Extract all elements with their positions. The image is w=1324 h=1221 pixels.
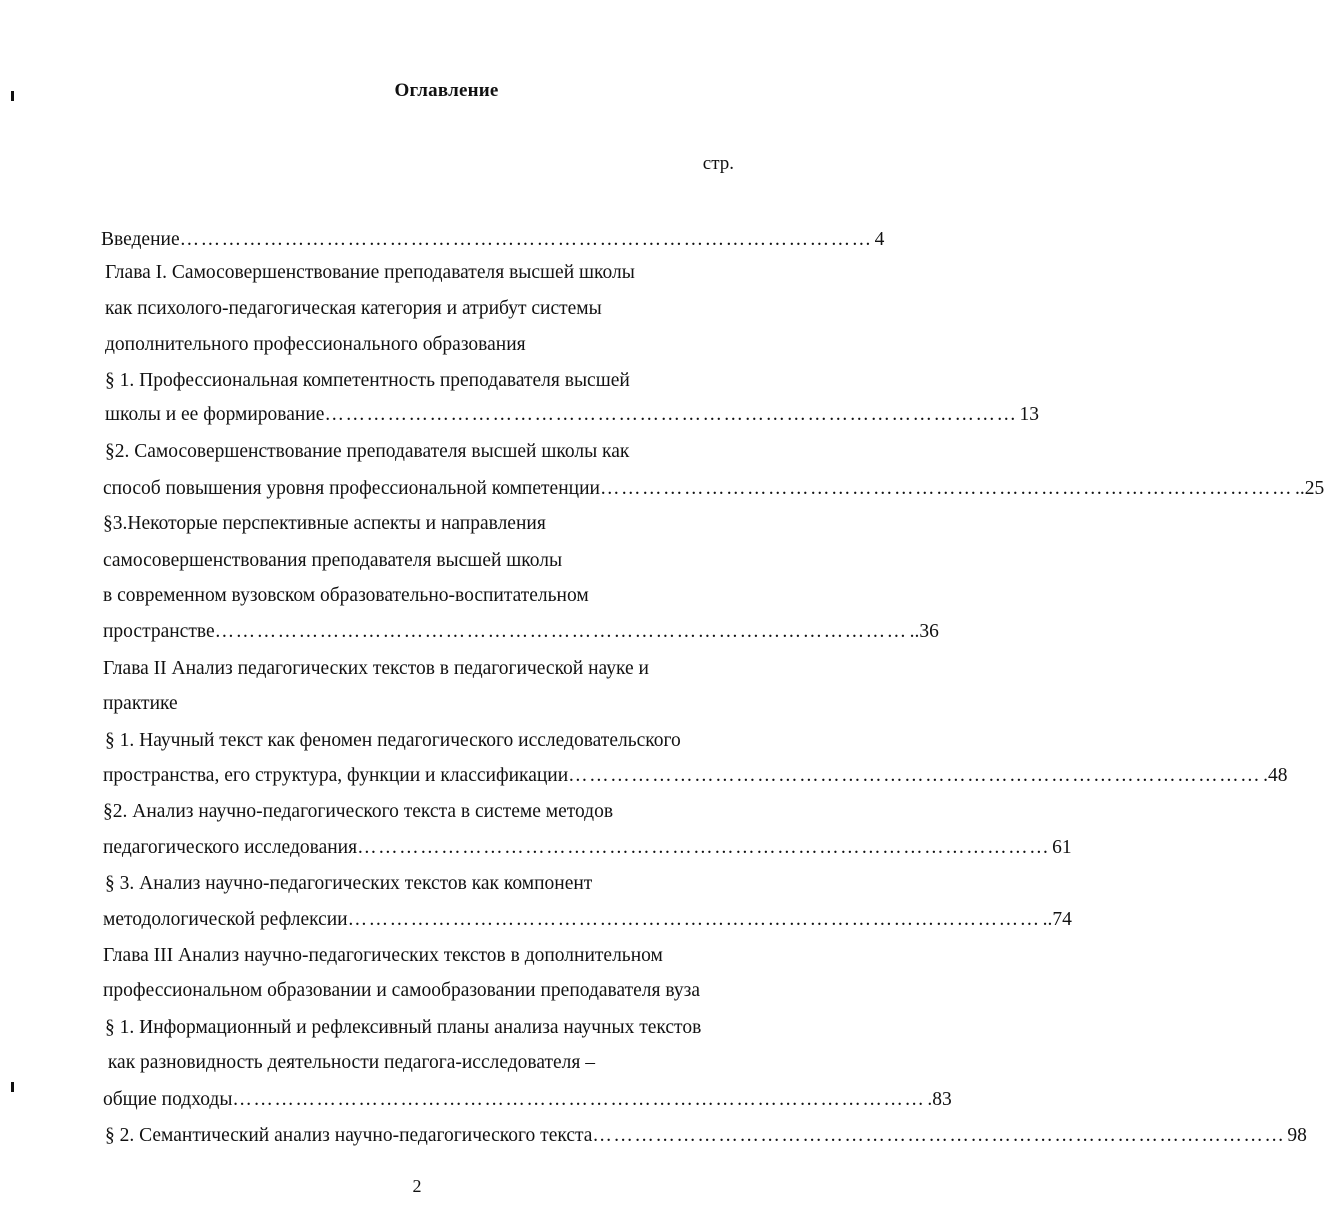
toc-entry <box>103 834 1072 862</box>
toc-entry <box>105 1122 1307 1150</box>
toc-title: Оглавление <box>394 80 499 101</box>
toc-chapter-heading: профессиональном образовании и самообразовании преподавателя вуза <box>103 980 701 1001</box>
toc-entry <box>105 401 1039 429</box>
toc-entry <box>103 906 1072 934</box>
toc-chapter-heading: Глава II Анализ педагогических текстов в педагогической науке и <box>103 658 649 679</box>
toc-entry-page: 13 <box>1019 404 1039 425</box>
toc-section-heading: § 1. Информационный и рефлексивный планы анализа научных текстов <box>105 1017 702 1038</box>
toc-entry-text: педагогического исследования <box>103 837 358 858</box>
toc-section-heading: в современном вузовском образовательно-воспитательном <box>103 585 589 606</box>
toc-leader-dots: ……………………………………………………………………………………… <box>179 229 873 250</box>
toc-leader-dots: ……………………………………………………………………………………… <box>592 1125 1286 1146</box>
toc-entry-text: школы и ее формирование <box>105 404 325 425</box>
toc-leader-dots: ……………………………………………………………………………………… <box>324 404 1018 425</box>
toc-entry-page: 98 <box>1287 1125 1307 1146</box>
toc-entry-page: ..25 <box>1294 478 1324 499</box>
toc-entry-page: 4 <box>874 229 885 250</box>
toc-section-heading: § 3. Анализ научно-педагогических текстов как компонент <box>105 873 593 894</box>
toc-chapter-heading: Глава III Анализ научно-педагогических текстов в дополнительном <box>103 945 663 966</box>
toc-chapter-heading: как психолого-педагогическая категория и атрибут системы <box>105 298 602 319</box>
toc-entry-text: пространства, его структура, функции и классификации <box>103 765 569 786</box>
toc-section-heading: §2. Анализ научно-педагогического текста в системе методов <box>103 801 614 822</box>
toc-leader-dots: ……………………………………………………………………………………… <box>214 621 908 642</box>
toc-entry-text: пространстве <box>103 621 215 642</box>
toc-section-heading: §3.Некоторые перспективные аспекты и направления <box>103 513 546 534</box>
scan-mark <box>11 1082 14 1092</box>
toc-entry-page: 61 <box>1052 837 1072 858</box>
toc-entry-page: .83 <box>927 1089 952 1110</box>
toc-chapter-heading: практике <box>103 693 178 714</box>
toc-section-heading: § 1. Профессиональная компетентность преподавателя высшей <box>105 370 630 391</box>
toc-entry-text: § 2. Семантический анализ научно-педагогического текста <box>105 1125 593 1146</box>
toc-entry <box>103 762 1288 790</box>
toc-entry <box>101 226 885 254</box>
toc-entry-text: методологической рефлексии <box>103 909 348 930</box>
toc-section-heading: как разновидность деятельности педагога-исследователя – <box>103 1052 596 1073</box>
toc-leader-dots: ……………………………………………………………………………………… <box>568 765 1262 786</box>
toc-entry <box>103 1086 952 1114</box>
toc-entry-page: ..74 <box>1042 909 1072 930</box>
toc-leader-dots: ……………………………………………………………………………………… <box>599 478 1293 499</box>
toc-leader-dots: ……………………………………………………………………………………… <box>347 909 1041 930</box>
toc-section-heading: самосовершенствования преподавателя высшей школы <box>103 550 563 571</box>
toc-entry <box>103 475 1324 503</box>
toc-section-heading: §2. Самосовершенствование преподавателя высшей школы как <box>105 441 630 462</box>
toc-leader-dots: ……………………………………………………………………………………… <box>232 1089 926 1110</box>
pages-column-label: стр. <box>702 153 734 174</box>
toc-entry-text: способ повышения уровня профессиональной компетенции <box>103 478 600 499</box>
toc-leader-dots: ……………………………………………………………………………………… <box>357 837 1051 858</box>
toc-entry-page: ..36 <box>909 621 939 642</box>
toc-entry-text: Введение <box>101 229 180 250</box>
toc-section-heading: § 1. Научный текст как феномен педагогического исследовательского <box>105 730 681 751</box>
toc-entry-text: общие подходы <box>103 1089 233 1110</box>
toc-chapter-heading: Глава I. Самосовершенствование преподавателя высшей школы <box>105 262 635 283</box>
toc-chapter-heading: дополнительного профессионального образования <box>105 334 526 355</box>
toc-entry <box>103 618 939 646</box>
toc-entry-page: .48 <box>1263 765 1288 786</box>
page-number: 2 <box>412 1176 422 1196</box>
